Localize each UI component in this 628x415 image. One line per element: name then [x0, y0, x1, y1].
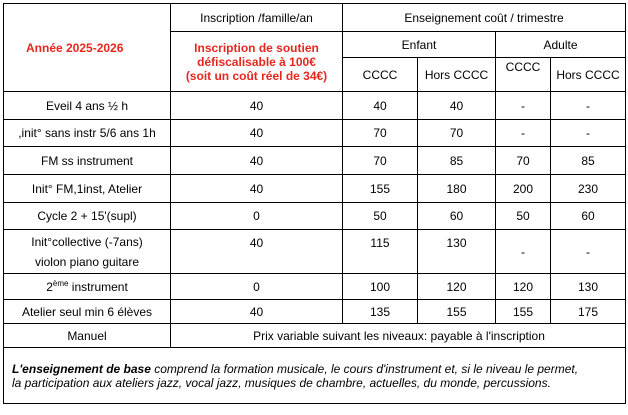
inscription-cell: 40: [171, 175, 343, 203]
table-row: [4, 300, 626, 324]
child-hors-cell: 120: [418, 274, 496, 300]
table-row: [4, 92, 626, 120]
teaching-col-header: Enseignement coût / trimestre: [343, 4, 626, 32]
adult-cccc-cell: -: [496, 120, 551, 147]
inscription-cell: 40: [171, 230, 343, 274]
manual-row: [4, 324, 626, 348]
header-row-1: [4, 4, 626, 32]
row-label: Init° FM,1inst, Atelier: [4, 175, 171, 203]
adult-hors-cell: 130: [551, 274, 626, 300]
row-label-line-2: violon piano guitare: [34, 254, 140, 269]
adult-hors-cell: 175: [551, 300, 626, 324]
adult-cccc-cell: 200: [496, 175, 551, 203]
row-label-line-1: Init°collective (-7ans): [31, 234, 143, 249]
adult-hors-header: Hors CCCC: [551, 58, 626, 92]
row-label: Cycle 2 + 15'(supl): [4, 203, 171, 230]
footer-line-1-rest: comprend la formation musicale, le cours d'instrument et, si le niveau le permet,: [150, 361, 579, 376]
child-hors-cell: 85: [418, 147, 496, 175]
support-inscription-note: [171, 32, 343, 92]
child-cccc-cell: 115: [343, 230, 418, 274]
adult-hors-cell: 85: [551, 147, 626, 175]
footer-line-2: la participation aux ateliers jazz, vocal jazz, musiques de chambre, actuelles, du monde, percussions.: [12, 375, 551, 390]
row-label: Atelier seul min 6 élèves: [4, 300, 171, 324]
child-cccc-cell: 40: [343, 92, 418, 120]
child-hors-cell: 60: [418, 203, 496, 230]
inscription-cell: 40: [171, 147, 343, 175]
child-cccc-cell: 70: [343, 120, 418, 147]
adult-cccc-cell: 70: [496, 147, 551, 175]
inscription-cell: 0: [171, 203, 343, 230]
adult-hors-cell: -: [551, 92, 626, 120]
inscription-cell: 40: [171, 120, 343, 147]
adult-hors-cell: 230: [551, 175, 626, 203]
inscription-cell: 40: [171, 92, 343, 120]
support-line-1: Inscription de soutien: [194, 40, 319, 55]
row-label: FM ss instrument: [4, 147, 171, 175]
child-group-header: Enfant: [343, 32, 496, 58]
row-label-suffix: instrument: [68, 279, 128, 294]
fees-table: [3, 3, 626, 404]
adult-cccc-header: CCCC: [496, 58, 551, 92]
manual-label: Manuel: [4, 324, 171, 348]
adult-hors-cell: -: [551, 230, 626, 274]
footer-row: [4, 348, 626, 404]
row-label-superscript: ème: [52, 278, 69, 288]
table-row: [4, 230, 626, 274]
footer-bold: L'enseignement de base: [12, 361, 151, 376]
adult-cccc-cell: -: [496, 230, 551, 274]
support-line-2: défiscalisable à 100€: [197, 54, 316, 69]
adult-cccc-cell: 50: [496, 203, 551, 230]
child-cccc-cell: 100: [343, 274, 418, 300]
row-label: [4, 274, 171, 300]
adult-cccc-cell: 120: [496, 274, 551, 300]
child-cccc-cell: 135: [343, 300, 418, 324]
table-row: [4, 274, 626, 300]
year-title: Année 2025-2026: [4, 4, 171, 92]
child-hors-cell: 180: [418, 175, 496, 203]
child-hors-cell: 130: [418, 230, 496, 274]
adult-cccc-cell: 155: [496, 300, 551, 324]
inscription-cell: 40: [171, 300, 343, 324]
table-row: [4, 175, 626, 203]
child-cccc-header: CCCC: [343, 58, 418, 92]
row-label: Eveil 4 ans ½ h: [4, 92, 171, 120]
row-label: [4, 230, 171, 274]
adult-group-header: Adulte: [496, 32, 626, 58]
child-cccc-cell: 155: [343, 175, 418, 203]
child-cccc-cell: 70: [343, 147, 418, 175]
inscription-cell: 0: [171, 274, 343, 300]
table-row: [4, 203, 626, 230]
support-line-3: (soit un coût réel de 34€): [185, 68, 328, 83]
row-label-prefix: 2: [46, 279, 53, 294]
table-row: [4, 120, 626, 147]
manual-text: Prix variable suivant les niveaux: payable à l'inscription: [171, 324, 626, 348]
child-hors-cell: 40: [418, 92, 496, 120]
adult-hors-cell: 60: [551, 203, 626, 230]
inscription-col-header: Inscription /famille/an: [171, 4, 343, 32]
adult-cccc-cell: -: [496, 92, 551, 120]
adult-hors-cell: -: [551, 120, 626, 147]
child-hors-cell: 155: [418, 300, 496, 324]
child-cccc-cell: 50: [343, 203, 418, 230]
row-label: ,init° sans instr 5/6 ans 1h: [4, 120, 171, 147]
child-hors-cell: 70: [418, 120, 496, 147]
footer-note: [4, 348, 626, 404]
child-hors-header: Hors CCCC: [418, 58, 496, 92]
table-row: [4, 147, 626, 175]
